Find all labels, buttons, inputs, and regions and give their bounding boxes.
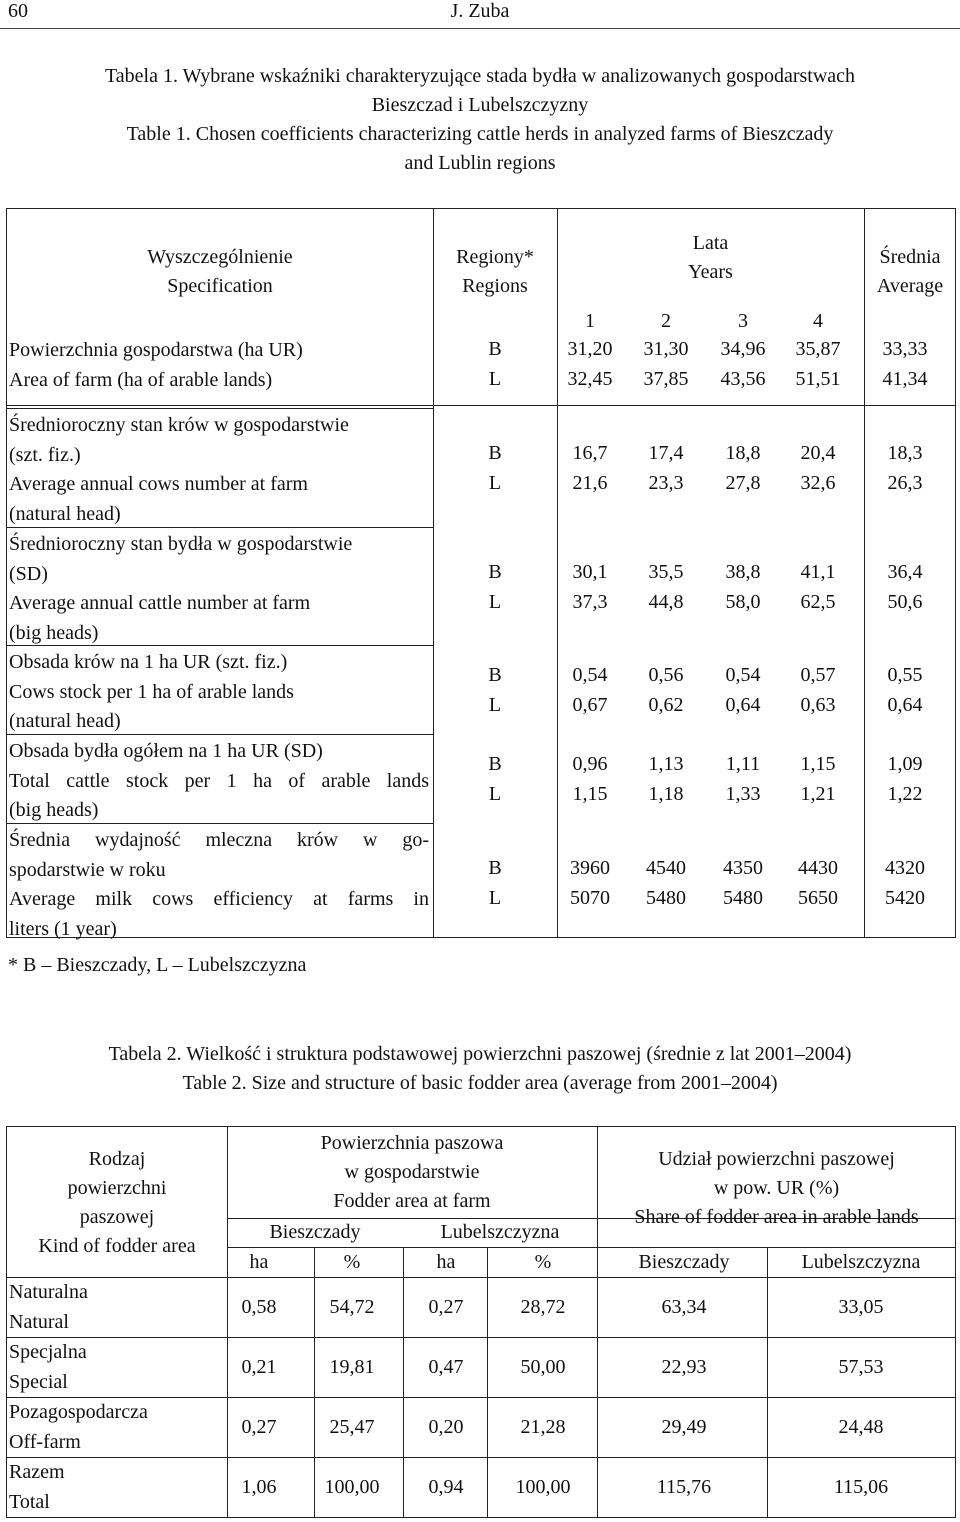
table2-subheader: Bieszczady: [638, 1251, 730, 1273]
table1-value: 41,1: [800, 561, 836, 583]
table1-row-label: spodarstwie w roku: [9, 858, 166, 881]
table2-value: 0,20: [428, 1416, 464, 1438]
table2-value: 22,93: [661, 1356, 707, 1378]
table1-row-label: Average milk cows efficiency at farms in: [9, 888, 429, 910]
table1-value: 5650: [798, 886, 838, 909]
table1-region-code: L: [488, 590, 502, 613]
page-number: 60: [8, 0, 28, 22]
table2-value: 57,53: [838, 1356, 884, 1378]
table1-row-label: Area of farm (ha of arable lands): [9, 368, 273, 391]
table1-value: 35,87: [795, 338, 841, 360]
table1-caption-pl-line2: Bieszczad i Lubelszczyzny: [371, 94, 589, 116]
table2-value: 0,94: [428, 1476, 464, 1498]
table1-region-code: B: [488, 753, 502, 775]
table1-value: 1,15: [572, 782, 608, 805]
table1-value: 0,63: [800, 693, 836, 716]
table1-year-number: 2: [661, 310, 671, 332]
table1-value: 0,67: [572, 693, 608, 716]
table1-value: 4430: [798, 857, 838, 879]
table2-value: 0,27: [428, 1296, 464, 1318]
table2-caption-en: Table 2. Size and structure of basic fodder area (average from 2001–2004): [182, 1072, 778, 1094]
table1-value: 0,55: [887, 664, 923, 686]
table2-head-bieszczady: Bieszczady: [269, 1221, 361, 1243]
table2-subheader: ha: [249, 1251, 269, 1273]
table1-row-label: Obsada bydła ogółem na 1 ha UR (SD): [9, 740, 323, 762]
table2-value: 100,00: [324, 1476, 380, 1498]
table2-row-label: Total: [9, 1490, 50, 1513]
table1-region-code: L: [488, 367, 502, 390]
table2-value: 63,34: [661, 1296, 707, 1318]
table1-value: 0,64: [887, 693, 923, 716]
table1-caption: [0, 62, 960, 178]
table1-year-number: 1: [585, 310, 595, 332]
table2-subheader: %: [534, 1251, 552, 1273]
table1-value: 21,6: [572, 471, 608, 494]
table1-row-label: (big heads): [9, 621, 99, 644]
table1-row-label: Cows stock per 1 ha of arable lands: [9, 680, 294, 703]
table1-row-label: Total cattle stock per 1 ha of arable lands: [9, 769, 429, 792]
table1-year-number: 3: [738, 310, 748, 332]
table1-row-label: Powierzchnia gospodarstwa (ha UR): [9, 339, 303, 361]
table1-row-label: Average annual cattle number at farm: [9, 592, 311, 614]
table2-value: 24,48: [838, 1416, 884, 1438]
table2-value: 28,72: [520, 1296, 566, 1318]
table1-caption-pl-line1: Tabela 1. Wybrane wskaźniki charakteryzujące stada bydła w analizowanych gospodarstwach: [104, 65, 856, 87]
table1-row-rule: [7, 527, 433, 528]
table2-subheader: Lubelszczyzna: [801, 1251, 921, 1273]
table2-value: 0,27: [241, 1416, 277, 1438]
table1-value: 0,62: [648, 693, 684, 716]
table1-caption-en-line2: and Lublin regions: [404, 152, 556, 174]
table1-footnote: * B – Bieszczady, L – Lubelszczyzna: [8, 954, 307, 976]
table1-row-label: Average annual cows number at farm: [9, 473, 308, 495]
table1-value: 5420: [885, 886, 925, 909]
table1-value: 20,4: [800, 442, 836, 464]
table2-value: 0,21: [241, 1356, 277, 1378]
table2-value: 33,05: [838, 1296, 884, 1318]
table1-region-code: L: [488, 782, 502, 805]
table1-row-rule: [7, 645, 433, 646]
table2-divider: [767, 1247, 768, 1517]
table1-value: 27,8: [725, 471, 761, 494]
table1-value: 0,64: [725, 693, 761, 716]
table1-value: 0,56: [648, 664, 684, 686]
table2-caption-pl: Tabela 2. Wielkość i struktura podstawowej powierzchni paszowej (średnie z lat 2001–2004): [108, 1043, 852, 1065]
table2-head-kind: Rodzaj powierzchni paszowej Kind of fodder area: [38, 1148, 196, 1257]
page-header: [0, 0, 960, 29]
table1-row-rule: [7, 408, 433, 409]
table2-value: 100,00: [515, 1476, 571, 1498]
table1: [6, 208, 956, 938]
table1-value: 18,8: [725, 442, 761, 464]
table1-row-rule: [7, 734, 433, 735]
table2-subheader: %: [343, 1251, 361, 1273]
table2-caption: [0, 1040, 960, 1098]
table1-value: 17,4: [648, 442, 684, 464]
table1-value: 43,56: [720, 367, 766, 390]
table1-region-code: B: [488, 338, 502, 360]
running-author: J. Zuba: [450, 0, 510, 22]
table1-value: 35,5: [648, 561, 684, 583]
table2-value: 1,06: [241, 1476, 277, 1498]
table1-value: 0,57: [800, 664, 836, 686]
table2-head-area: Powierzchnia paszowa w gospodarstwie Fodder area at farm: [320, 1132, 504, 1212]
table1-value: 3960: [570, 857, 610, 879]
table1-value: 1,33: [725, 782, 761, 805]
table1-head-years: Lata Years: [688, 232, 733, 283]
table2-row-label: Specjalna: [9, 1341, 87, 1363]
table2-row-label: Razem: [9, 1461, 65, 1483]
table1-row-label: Obsada krów na 1 ha UR (szt. fiz.): [9, 651, 288, 673]
table1-head-average: Średnia Average: [876, 246, 944, 297]
table1-row-rule: [7, 823, 433, 824]
table1-region-code: B: [488, 442, 502, 464]
table1-value: 4320: [885, 857, 925, 879]
table2-row-label: Pozagospodarcza: [9, 1401, 148, 1423]
table1-value: 4540: [646, 857, 686, 879]
table2-subheader: ha: [436, 1251, 456, 1273]
table1-region-code: L: [488, 693, 502, 716]
table1-row-label: liters (1 year): [9, 917, 117, 940]
table1-row-label: Średnioroczny stan bydła w gospodarstwie: [9, 533, 353, 555]
table1-value: 50,6: [887, 590, 923, 613]
table1-value: 31,20: [567, 338, 613, 360]
table2-value: 0,58: [241, 1296, 277, 1318]
table1-value: 34,96: [720, 338, 766, 360]
table2-row-label: Special: [9, 1370, 68, 1393]
table1-value: 5480: [723, 886, 763, 909]
table2-value: 25,47: [329, 1416, 375, 1438]
table1-value: 0,96: [572, 753, 608, 775]
table1-value: 16,7: [572, 442, 608, 464]
table1-value: 36,4: [887, 561, 923, 583]
table2: [6, 1126, 956, 1518]
table1-value: 62,5: [800, 590, 836, 613]
table1-head-spec: Wyszczególnienie Specification: [147, 246, 293, 297]
table2-head-share: Udział powierzchni paszowej w pow. UR (%) Share of fodder area in arable lands: [634, 1148, 919, 1228]
table2-value: 29,49: [661, 1416, 707, 1438]
table1-row-label: (big heads): [9, 799, 99, 821]
table2-row-label: Off-farm: [9, 1430, 81, 1453]
table2-value: 115,06: [833, 1476, 889, 1498]
table2-value: 19,81: [329, 1356, 375, 1378]
table1-row-label: (natural head): [9, 710, 121, 732]
table1-header-rule: [7, 405, 955, 406]
table1-row-label: Średnia wydajność mleczna krów w go-: [9, 829, 429, 851]
table1-region-code: L: [488, 886, 502, 909]
table1-value: 37,3: [572, 590, 608, 613]
table2-value: 50,00: [520, 1356, 566, 1378]
table1-value: 58,0: [725, 590, 761, 613]
table2-row-label: Naturalna: [9, 1281, 88, 1303]
table1-year-number: 4: [813, 310, 823, 332]
table1-region-code: B: [488, 561, 502, 583]
table1-value: 51,51: [795, 367, 841, 390]
table1-value: 26,3: [887, 471, 923, 494]
table1-value: 1,18: [648, 782, 684, 805]
table1-head-regions: Regiony* Regions: [456, 246, 534, 297]
table2-value: 0,47: [428, 1356, 464, 1378]
table1-value: 30,1: [572, 561, 608, 583]
table2-row-label: Natural: [9, 1310, 69, 1333]
table1-value: 31,30: [643, 338, 689, 360]
table1-value: 0,54: [572, 664, 608, 686]
table1-value: 32,6: [800, 471, 836, 494]
table1-value: 41,34: [882, 367, 928, 390]
table2-value: 21,28: [520, 1416, 566, 1438]
table1-row-label: Średnioroczny stan krów w gospodarstwie: [9, 414, 349, 436]
table1-value: 4350: [723, 857, 763, 879]
table1-value: 5480: [646, 886, 686, 909]
table2-value: 115,76: [656, 1476, 712, 1498]
table1-value: 38,8: [725, 561, 761, 583]
table2-head-lubelszczyzna: Lubelszczyzna: [440, 1221, 560, 1243]
table2-value: 54,72: [329, 1296, 375, 1318]
table1-region-code: B: [488, 664, 502, 686]
table1-value: 1,22: [887, 782, 923, 805]
table1-row-label: (szt. fiz.): [9, 443, 81, 466]
table1-value: 1,21: [800, 782, 836, 805]
table1-value: 37,85: [643, 367, 689, 390]
table1-value: 44,8: [648, 590, 684, 613]
table1-row-label: (natural head): [9, 502, 121, 525]
table1-value: 1,11: [725, 753, 761, 775]
table1-value: 23,3: [648, 471, 684, 494]
table1-value: 33,33: [882, 338, 928, 360]
table1-value: 5070: [570, 886, 610, 909]
table1-caption-en-line1: Table 1. Chosen coefficients characterizing cattle herds in analyzed farms of Bieszczady: [126, 123, 834, 145]
table1-region-code: L: [488, 471, 502, 494]
table1-value: 0,54: [725, 664, 761, 686]
table1-region-code: B: [488, 857, 502, 879]
table1-row-label: (SD): [9, 562, 48, 585]
table1-value: 18,3: [887, 442, 923, 464]
table1-value: 1,13: [648, 753, 684, 775]
table1-value: 1,15: [800, 753, 836, 775]
table1-value: 32,45: [567, 367, 613, 390]
table1-value: 1,09: [887, 753, 923, 775]
